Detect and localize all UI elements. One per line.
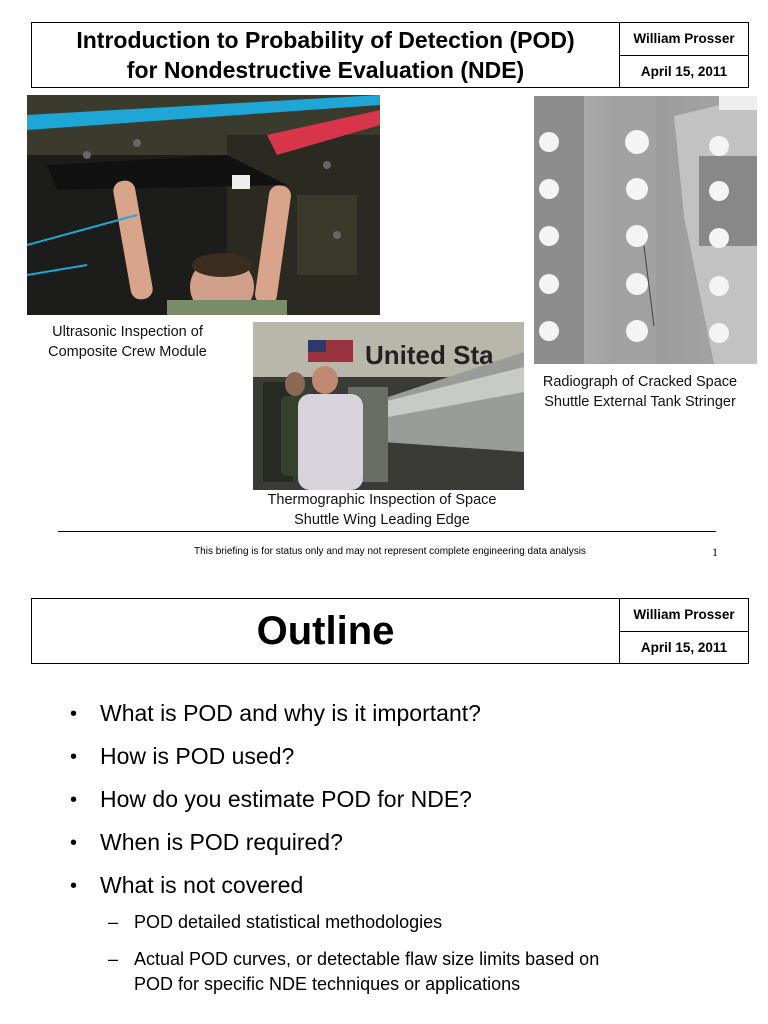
ultrasonic-caption-line1: Ultrasonic Inspection of — [52, 324, 203, 340]
slide2-meta — [620, 599, 748, 663]
slide2-date: April 15, 2011 — [640, 639, 728, 655]
sub-bullet-text: POD detailed statistical methodologies — [134, 912, 443, 932]
bullet-item — [70, 700, 750, 743]
slide1-title-line1: Introduction to Probability of Detection (POD) — [76, 27, 575, 53]
thermographic-inspection-photo — [253, 322, 524, 490]
radiograph-caption-line1: Radiograph of Cracked Space — [542, 374, 738, 390]
thermographic-caption-line1: Thermographic Inspection of Space — [267, 492, 497, 508]
photo-banner-text: United Sta — [365, 340, 494, 370]
slide1-date: April 15, 2011 — [640, 63, 728, 79]
bullet-item — [70, 872, 750, 910]
radiograph-photo-graphic — [534, 96, 757, 364]
bullet-text: How is POD used? — [100, 743, 295, 769]
radiograph-caption — [520, 372, 760, 412]
bullet-item — [70, 786, 750, 829]
slide1-meta — [620, 23, 748, 87]
slide1-title-box — [31, 22, 749, 88]
slide2-author: William Prosser — [620, 599, 748, 632]
bullet-item — [70, 743, 750, 786]
bullet-dot-icon: • — [70, 746, 78, 768]
slide1-page-number: 1 — [712, 545, 718, 559]
bullet-item — [70, 829, 750, 872]
bullet-text: How do you estimate POD for NDE? — [100, 786, 472, 812]
slide2-title-box — [31, 598, 749, 664]
bullet-text: What is not covered — [100, 872, 304, 898]
thermographic-caption — [232, 490, 532, 530]
dash-icon: – — [108, 949, 119, 969]
slide1-author: William Prosser — [620, 23, 748, 56]
sub-bullet-item — [108, 947, 750, 997]
bullet-dot-icon: • — [70, 875, 78, 897]
sub-bullet-text: Actual POD curves, or detectable flaw size limits based on — [134, 949, 600, 969]
radiograph-photo — [534, 96, 757, 364]
outline-bullet-list — [70, 700, 750, 1009]
sub-bullet-text: POD for specific NDE techniques or applications — [134, 974, 521, 994]
slide1-title-line2: for Nondestructive Evaluation (NDE) — [126, 57, 525, 83]
footer-divider — [58, 531, 716, 532]
slide1-footer-note: This briefing is for status only and may not represent complete engineering data analysis — [194, 546, 586, 557]
sub-bullet-item — [108, 910, 750, 935]
bullet-dot-icon: • — [70, 789, 78, 811]
ultrasonic-caption-line2: Composite Crew Module — [48, 344, 207, 360]
bullet-dot-icon: • — [70, 703, 78, 725]
radiograph-caption-line2: Shuttle External Tank Stringer — [544, 394, 736, 410]
bullet-text: What is POD and why is it important? — [100, 700, 481, 726]
ultrasonic-caption — [20, 322, 235, 362]
slide2-title: Outline — [32, 599, 620, 663]
dash-icon: – — [108, 912, 119, 932]
bullet-text: When is POD required? — [100, 829, 343, 855]
ultrasonic-photo-graphic — [27, 95, 380, 315]
sub-bullet-text-block — [134, 947, 599, 997]
thermographic-caption-line2: Shuttle Wing Leading Edge — [294, 512, 470, 528]
slide1-title — [32, 23, 620, 87]
bullet-dot-icon: • — [70, 832, 78, 854]
thermographic-photo-graphic — [253, 322, 524, 490]
ultrasonic-inspection-photo — [27, 95, 380, 315]
